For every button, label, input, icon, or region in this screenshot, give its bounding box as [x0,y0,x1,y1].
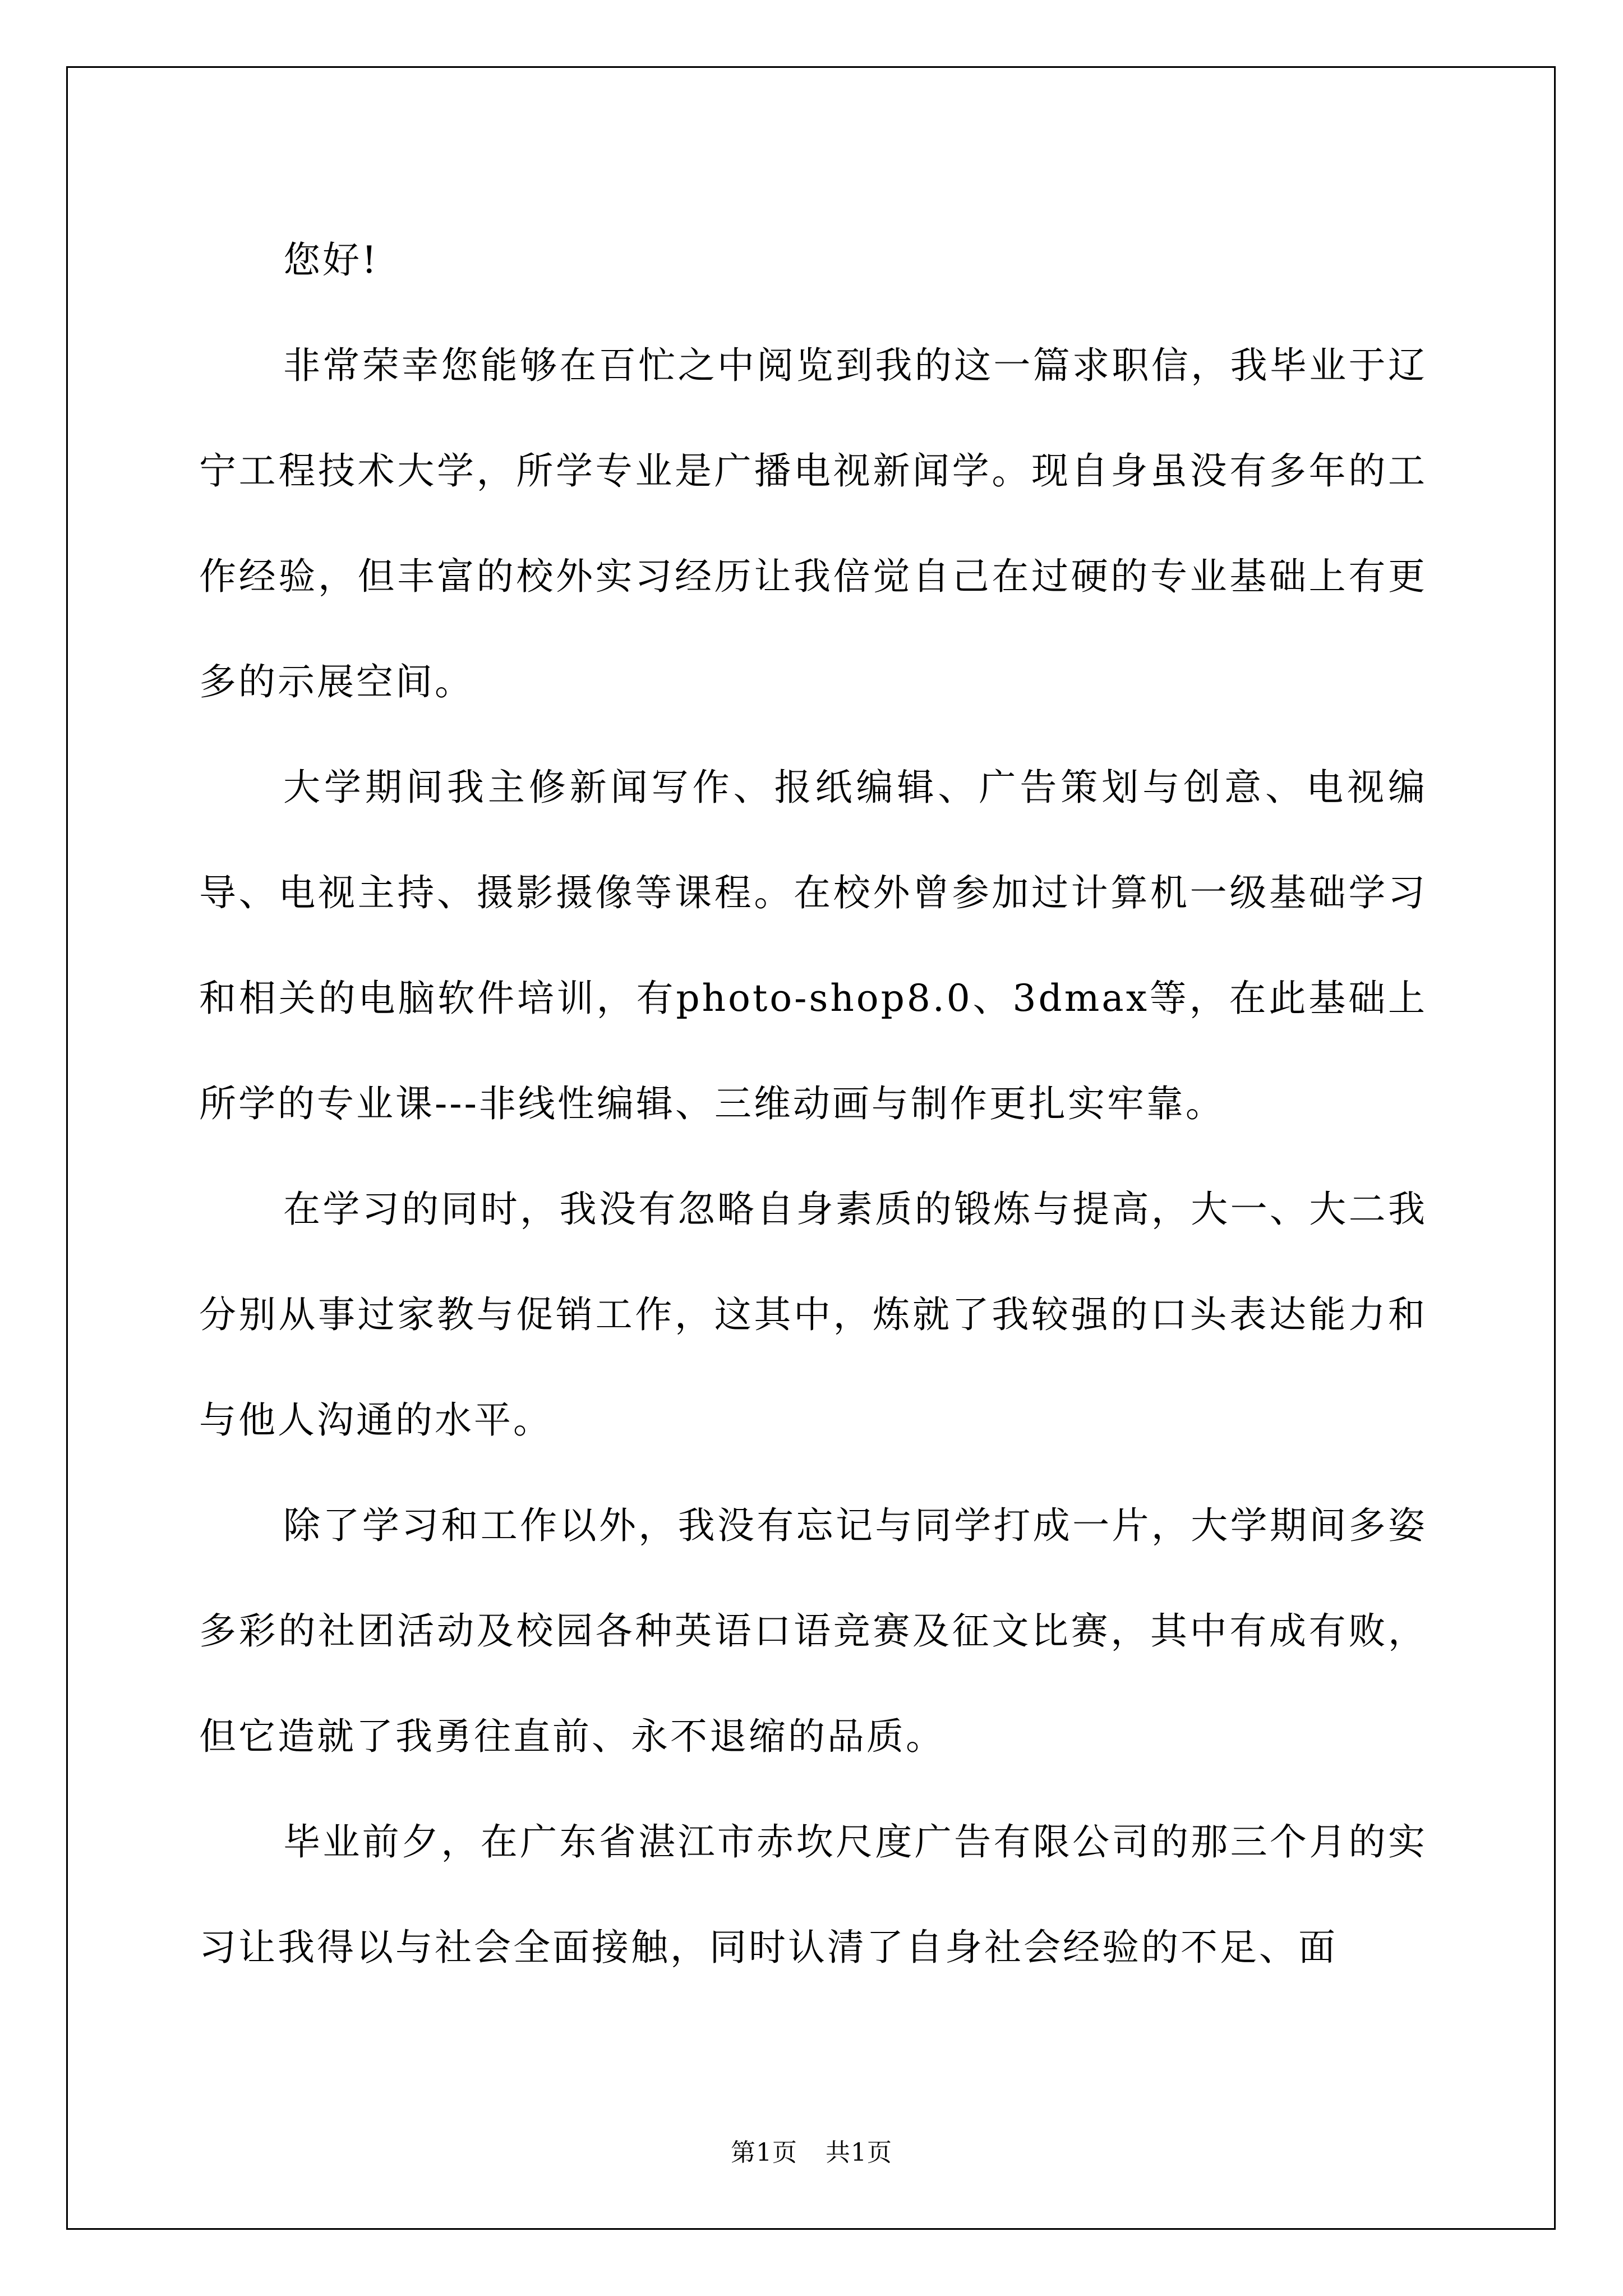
paragraph-intro: 非常荣幸您能够在百忙之中阅览到我的这一篇求职信，我毕业于辽宁工程技术大学，所学专业是广播电视新闻学。现自身虽没有多年的工作经验，但丰富的校外实习经历让我倍觉自己在过硬的专业基础上有更多的示展空间。 [199,344,1427,703]
greeting: 您好! [283,238,379,282]
paragraph-internship: 毕业前夕，在广东省湛江市赤坎尺度广告有限公司的那三个月的实习让我得以与社会全面接触，同时认清了自身社会经验的不足、面 [199,1820,1427,1969]
paragraph-activities: 除了学习和工作以外，我没有忘记与同学打成一片，大学期间多姿多彩的社团活动及校园各种英语口语竞赛及征文比赛，其中有成有败，但它造就了我勇往直前、永不退缩的品质。 [199,1504,1427,1758]
letter-body [199,208,1427,2000]
page-footer [0,2136,1623,2170]
paragraph-courses: 大学期间我主修新闻写作、报纸编辑、广告策划与创意、电视编导、电视主持、摄影摄像等课程。在校外曾参加过计算机一级基础学习和相关的电脑软件培训，有photo-shop8.0、3dmax等，在此基础上所学的专业课---非线性编辑、三维动画与制作更扎实牢靠。 [199,766,1427,1125]
paragraph-self-improvement: 在学习的同时，我没有忽略自身素质的锻炼与提高，大一、大二我分别从事过家教与促销工作，这其中，炼就了我较强的口头表达能力和与他人沟通的水平。 [199,1188,1427,1442]
page-total: 共1页 [826,2138,892,2167]
page-number: 第1页 [731,2138,797,2167]
